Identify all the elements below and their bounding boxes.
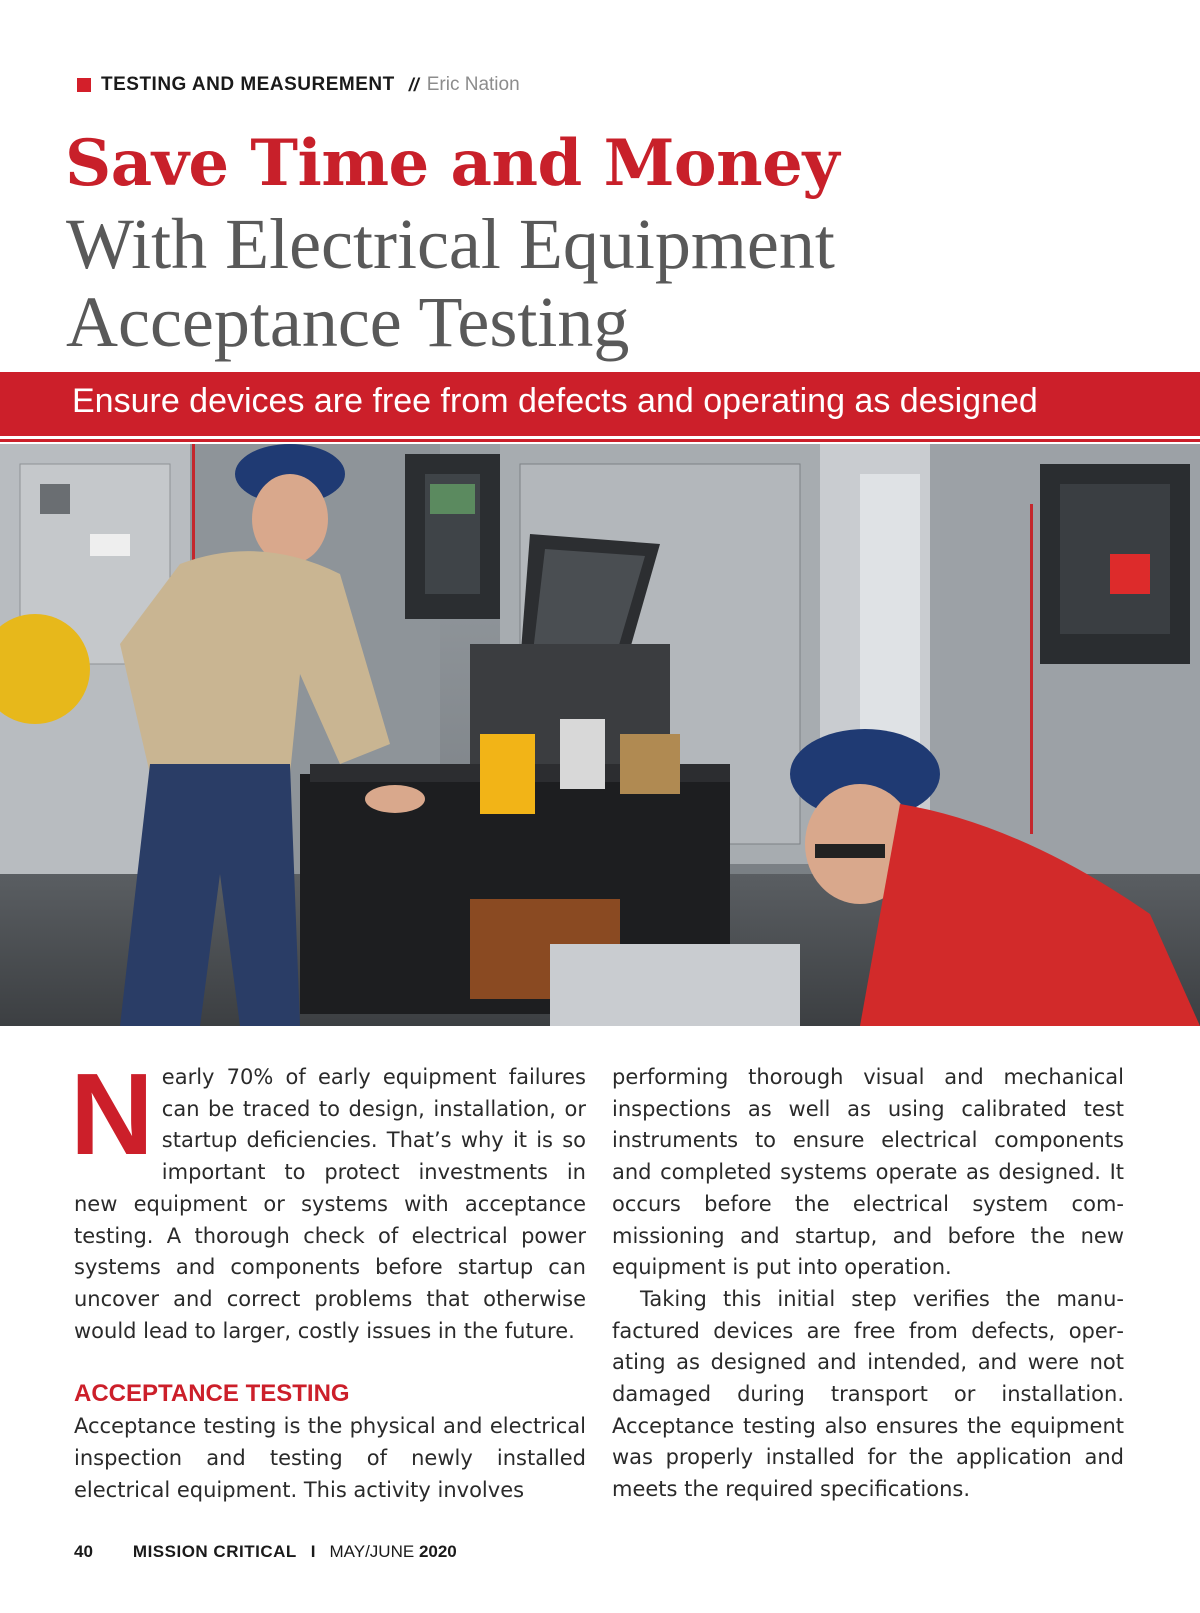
deck-text: Ensure devices are free from defects and operating as designed: [72, 382, 1038, 420]
drop-cap: N: [70, 1049, 154, 1179]
photo-illustration: [0, 444, 1200, 1026]
intro-paragraph: [70, 1049, 586, 1347]
column-left: [70, 1049, 586, 1506]
deck-banner: [0, 372, 1200, 436]
section-marker-icon: [77, 78, 91, 92]
intro-text: early 70% of early equipment failures can be traced to design, installation, or startup deficiencies. That’s why it is so important to protect investments in new equipment or systems with acceptance testing. A thorough check of electrical power systems and components before startup can uncover and correct problems that otherwise would lead to larger, costly issues in the future.: [74, 1065, 586, 1343]
issue-month: MAY/JUNE: [329, 1542, 415, 1561]
page-number: 40: [74, 1542, 93, 1561]
section-label: TESTING AND MEASUREMENT: [101, 74, 395, 95]
headline-primary: Save Time and Money: [65, 126, 840, 201]
article-photo: [0, 444, 1200, 1026]
headline-secondary: [66, 205, 835, 361]
magazine-name: MISSION CRITICAL: [132, 1542, 297, 1561]
kicker-separator: //: [408, 74, 419, 95]
article-kicker: [77, 70, 520, 100]
issue-year: 2020: [418, 1542, 457, 1561]
author-name: Eric Nation: [426, 74, 520, 95]
footer-divider: I: [310, 1542, 316, 1561]
headline-line-3: Acceptance Testing: [66, 282, 630, 362]
page-footer: [74, 1542, 457, 1562]
column-right: [612, 1062, 1124, 1506]
body-paragraph-1-cont: performing thorough visual and mechanical inspections as well as using calibrated test instruments to ensure electrical components and completed systems operate as designed. It occurs before the electrical system commissioning and startup, and before the new equipment is put into operation.: [612, 1065, 1124, 1280]
body-paragraph-2: Taking this initial step verifies the manufactured devices are free from defects, operating as designed and intended, and were not damaged during transport or installation. Acceptance testing also ensures the equipment was properly installed for the application and meets the required specifications.: [612, 1286, 1124, 1502]
body-paragraph-1-start: Acceptance testing is the physical and electrical inspection and testing of newly installed electrical equipment. This activity involves: [74, 1414, 586, 1502]
section-subhead: ACCEPTANCE TESTING: [74, 1380, 350, 1408]
headline-line-2: With Electrical Equipment: [66, 204, 835, 284]
